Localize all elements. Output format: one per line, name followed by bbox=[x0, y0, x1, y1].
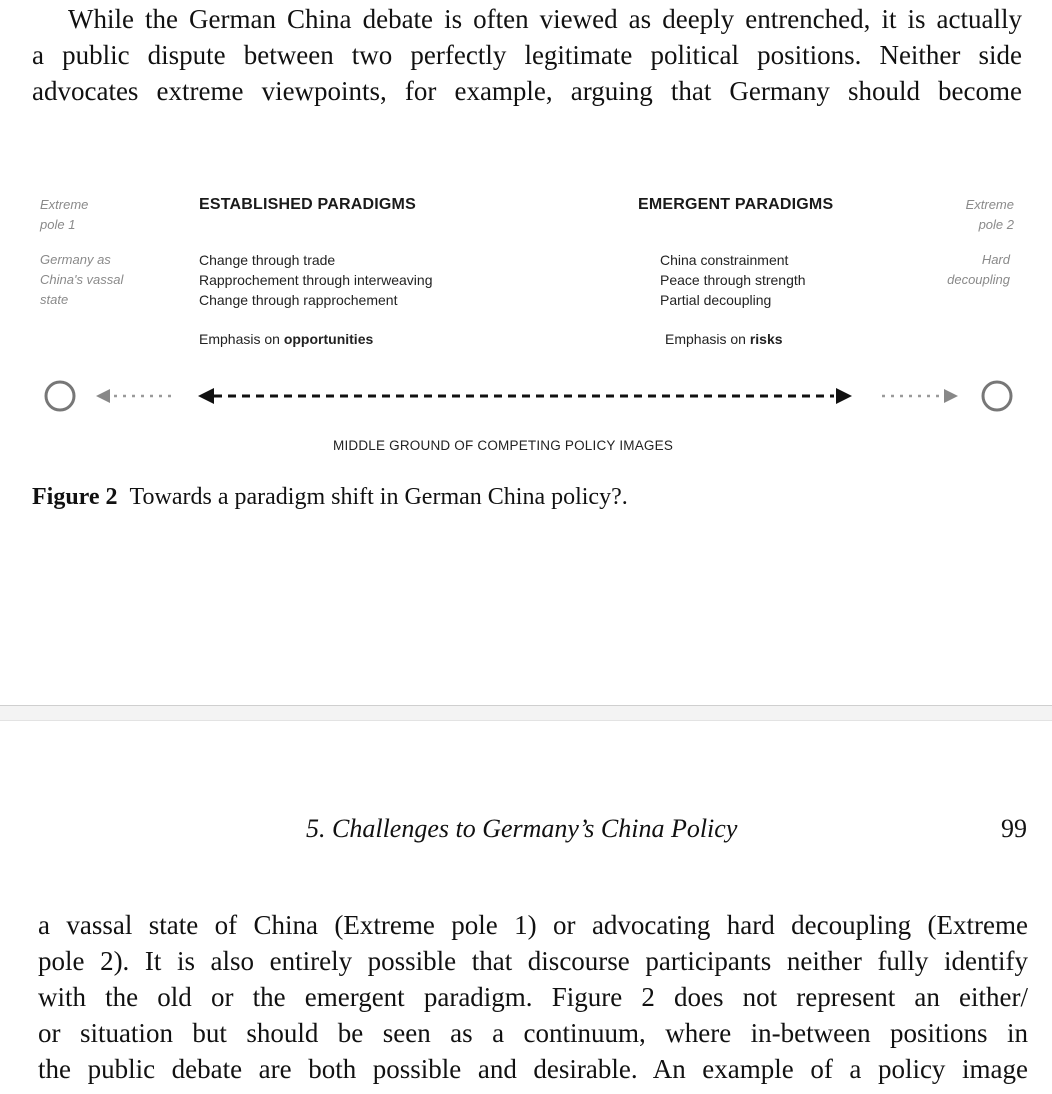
left-pole-label bbox=[40, 195, 88, 235]
text-line: While the German China debate is often viewed as deeply entrenched, it is actually bbox=[68, 4, 1022, 34]
emphasis-prefix: Emphasis on bbox=[199, 331, 284, 347]
page-number: 99 bbox=[1001, 814, 1027, 843]
left-pole-desc-line: state bbox=[40, 292, 69, 307]
list-item: China constrainment bbox=[660, 252, 789, 268]
text-line: a public dispute between two perfectly legitimate political positions. Neither side bbox=[32, 40, 1022, 70]
left-grey-arrowhead-icon bbox=[96, 389, 110, 403]
right-pole-label-line: Extreme bbox=[965, 197, 1014, 212]
list-item: Rapprochement through interweaving bbox=[199, 272, 433, 288]
established-paradigms-list bbox=[199, 250, 432, 310]
left-pole-circle-icon bbox=[46, 382, 74, 410]
body-paragraph-bottom bbox=[38, 907, 1028, 1087]
right-pole-label bbox=[966, 195, 1014, 235]
left-pole-desc-line: Germany as bbox=[40, 252, 111, 267]
left-pole-desc-line: China's vassal bbox=[40, 272, 124, 287]
list-item: Change through trade bbox=[199, 252, 336, 268]
left-pole-label-line: Extreme bbox=[40, 197, 89, 212]
body-paragraph-top bbox=[32, 1, 1022, 109]
figure-caption bbox=[32, 484, 628, 511]
main-left-arrowhead-icon bbox=[198, 388, 214, 404]
running-head: 5. Challenges to Germany’s China Policy bbox=[306, 814, 738, 843]
right-pole-circle-icon bbox=[983, 382, 1011, 410]
list-item: Change through rapprochement bbox=[199, 292, 398, 308]
text-line: the public debate are both possible and desirable. An example of a policy image bbox=[38, 1054, 1028, 1084]
right-pole-desc-line: Hard bbox=[981, 252, 1010, 267]
list-item: Partial decoupling bbox=[660, 292, 772, 308]
emergent-emphasis bbox=[665, 331, 783, 347]
emphasis-word: opportunities bbox=[283, 331, 374, 347]
main-right-arrowhead-icon bbox=[836, 388, 852, 404]
figure-caption-label: Figure 2 bbox=[32, 484, 118, 510]
text-line: or situation but should be seen as a continuum, where in-between positions in bbox=[38, 1018, 1028, 1048]
emphasis-prefix: Emphasis on bbox=[665, 331, 750, 347]
right-pole-desc-line: decoupling bbox=[947, 272, 1010, 287]
right-grey-arrowhead-icon bbox=[944, 389, 958, 403]
established-emphasis bbox=[199, 331, 373, 347]
text-line: pole 2). It is also entirely possible that discourse participants neither fully identify bbox=[38, 946, 1028, 976]
middle-ground-label: MIDDLE GROUND OF COMPETING POLICY IMAGES bbox=[333, 438, 674, 453]
text-line: advocates extreme viewpoints, for example, arguing that Germany should become bbox=[32, 76, 1022, 106]
continuum-arrow-diagram bbox=[0, 370, 1052, 420]
right-pole-label-line: pole 2 bbox=[978, 217, 1014, 232]
left-pole-label-line: pole 1 bbox=[40, 217, 76, 232]
page-separator bbox=[0, 705, 1052, 721]
emphasis-word: risks bbox=[749, 331, 783, 347]
left-pole-description bbox=[40, 250, 123, 310]
emergent-paradigms-heading: EMERGENT PARADIGMS bbox=[638, 196, 834, 213]
list-item: Peace through strength bbox=[660, 272, 806, 288]
established-paradigms-heading: ESTABLISHED PARADIGMS bbox=[199, 196, 416, 213]
text-line: with the old or the emergent paradigm. Figure 2 does not represent an either/ bbox=[38, 982, 1028, 1012]
emergent-paradigms-list bbox=[660, 250, 806, 310]
figure-caption-text: Towards a paradigm shift in German China policy?. bbox=[129, 484, 628, 510]
text-line: a vassal state of China (Extreme pole 1) or advocating hard decoupling (Extreme bbox=[38, 910, 1028, 940]
right-pole-description bbox=[947, 250, 1010, 290]
